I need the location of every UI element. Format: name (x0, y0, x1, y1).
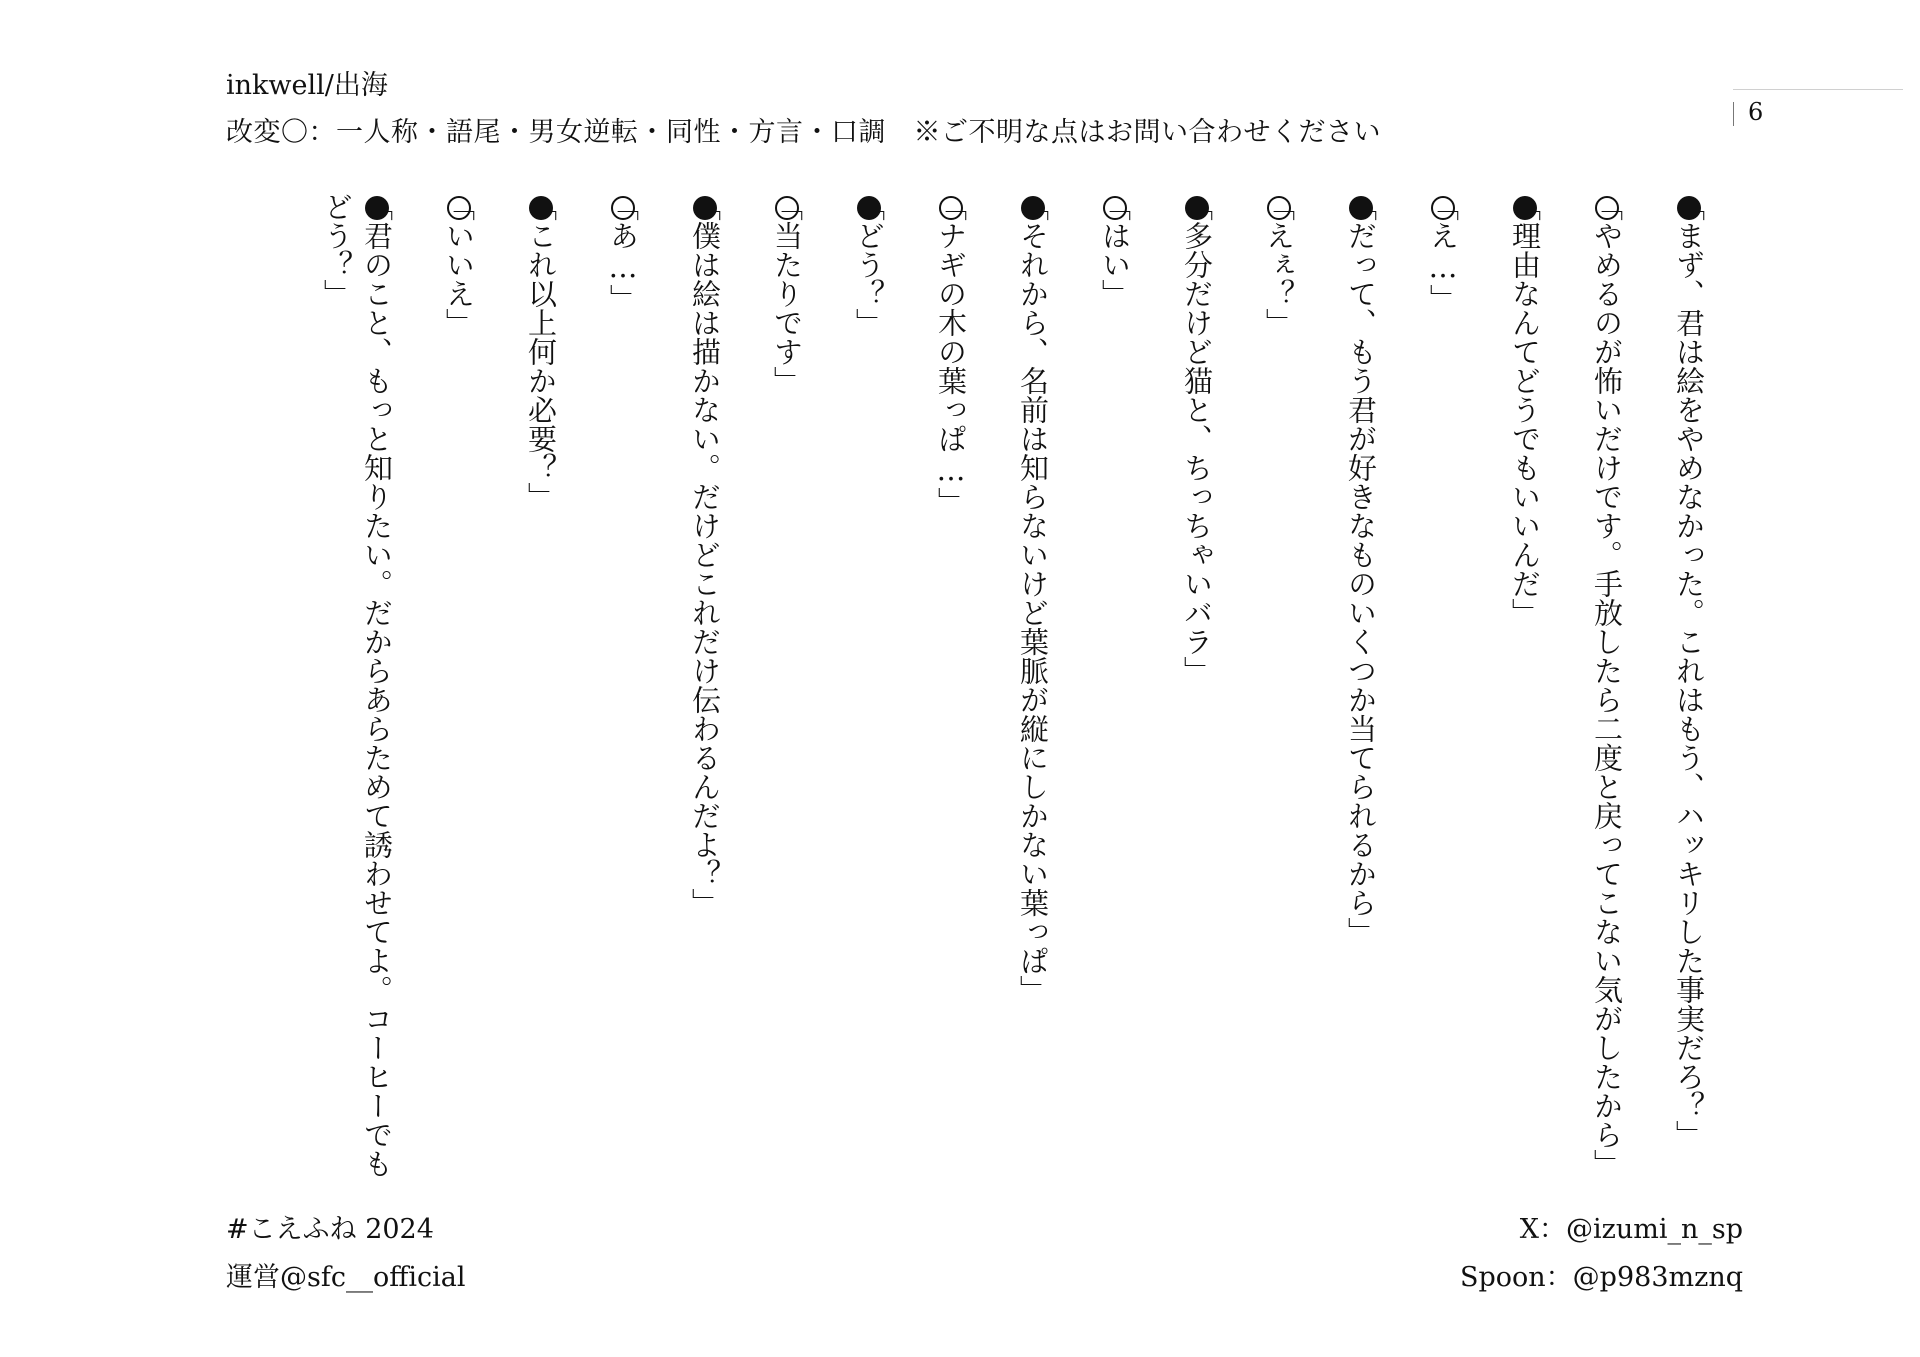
dialogue-line: 「やめるのが怖いだけです。手放したら二度と戻ってこない気がしたから」 (1590, 192, 1624, 1178)
dialogue-line: 「ナギの木の葉っぱ…」 (934, 192, 968, 516)
page-rule (1733, 89, 1903, 90)
dialogue-line: 「え…」 (1426, 192, 1460, 313)
page-number-value: 6 (1748, 98, 1764, 126)
footer-organizer: 運営@sfc__official (226, 1262, 466, 1293)
header-author: inkwell/出海 (226, 70, 388, 101)
script-body (252, 192, 1712, 1192)
dialogue-line: 「どう？」 (852, 192, 886, 337)
footer-hashtag: #こえふね 2024 (226, 1214, 434, 1245)
dialogue-line: 「それから、名前は知らないけど葉脈が縦にしかない葉っぱ」 (1016, 192, 1050, 1004)
dialogue-line: 「多分だけど猫と、ちっちゃいバラ」 (1180, 192, 1214, 685)
dialogue-line: 「君のこと、もっと知りたい。だからあらためて誘わせてよ。コーヒーでもどう？」 (320, 192, 394, 1178)
footer-x-account: X：@izumi_n_sp (1519, 1214, 1743, 1245)
footer-spoon-account: Spoon：@p983mznq (1460, 1262, 1743, 1293)
page-number (1733, 96, 1763, 128)
header-rules: 改変〇：一人称・語尾・男女逆転・同性・方言・口調 ※ご不明な点はお問い合わせください (226, 117, 1381, 148)
dialogue-line: 「あ…」 (606, 192, 640, 313)
dialogue-line: 「だって、もう君が好きなものいくつか当てられるから」 (1344, 192, 1378, 946)
page-number-divider (1733, 102, 1734, 126)
dialogue-line: 「これ以上何か必要？」 (524, 192, 558, 511)
dialogue-line: 「いいえ」 (442, 192, 476, 337)
dialogue-line: 「僕は絵は描かない。だけどこれだけ伝わるんだよ？」 (688, 192, 722, 917)
dialogue-line: 「まず、君は絵をやめなかった。これはもう、ハッキリした事実だろ？」 (1672, 192, 1706, 1149)
dialogue-line: 「えぇ？」 (1262, 192, 1296, 337)
dialogue-line: 「理由なんてどうでもいいんだ」 (1508, 192, 1542, 627)
dialogue-line: 「当たりです」 (770, 192, 804, 395)
dialogue-line: 「はい」 (1098, 192, 1132, 308)
